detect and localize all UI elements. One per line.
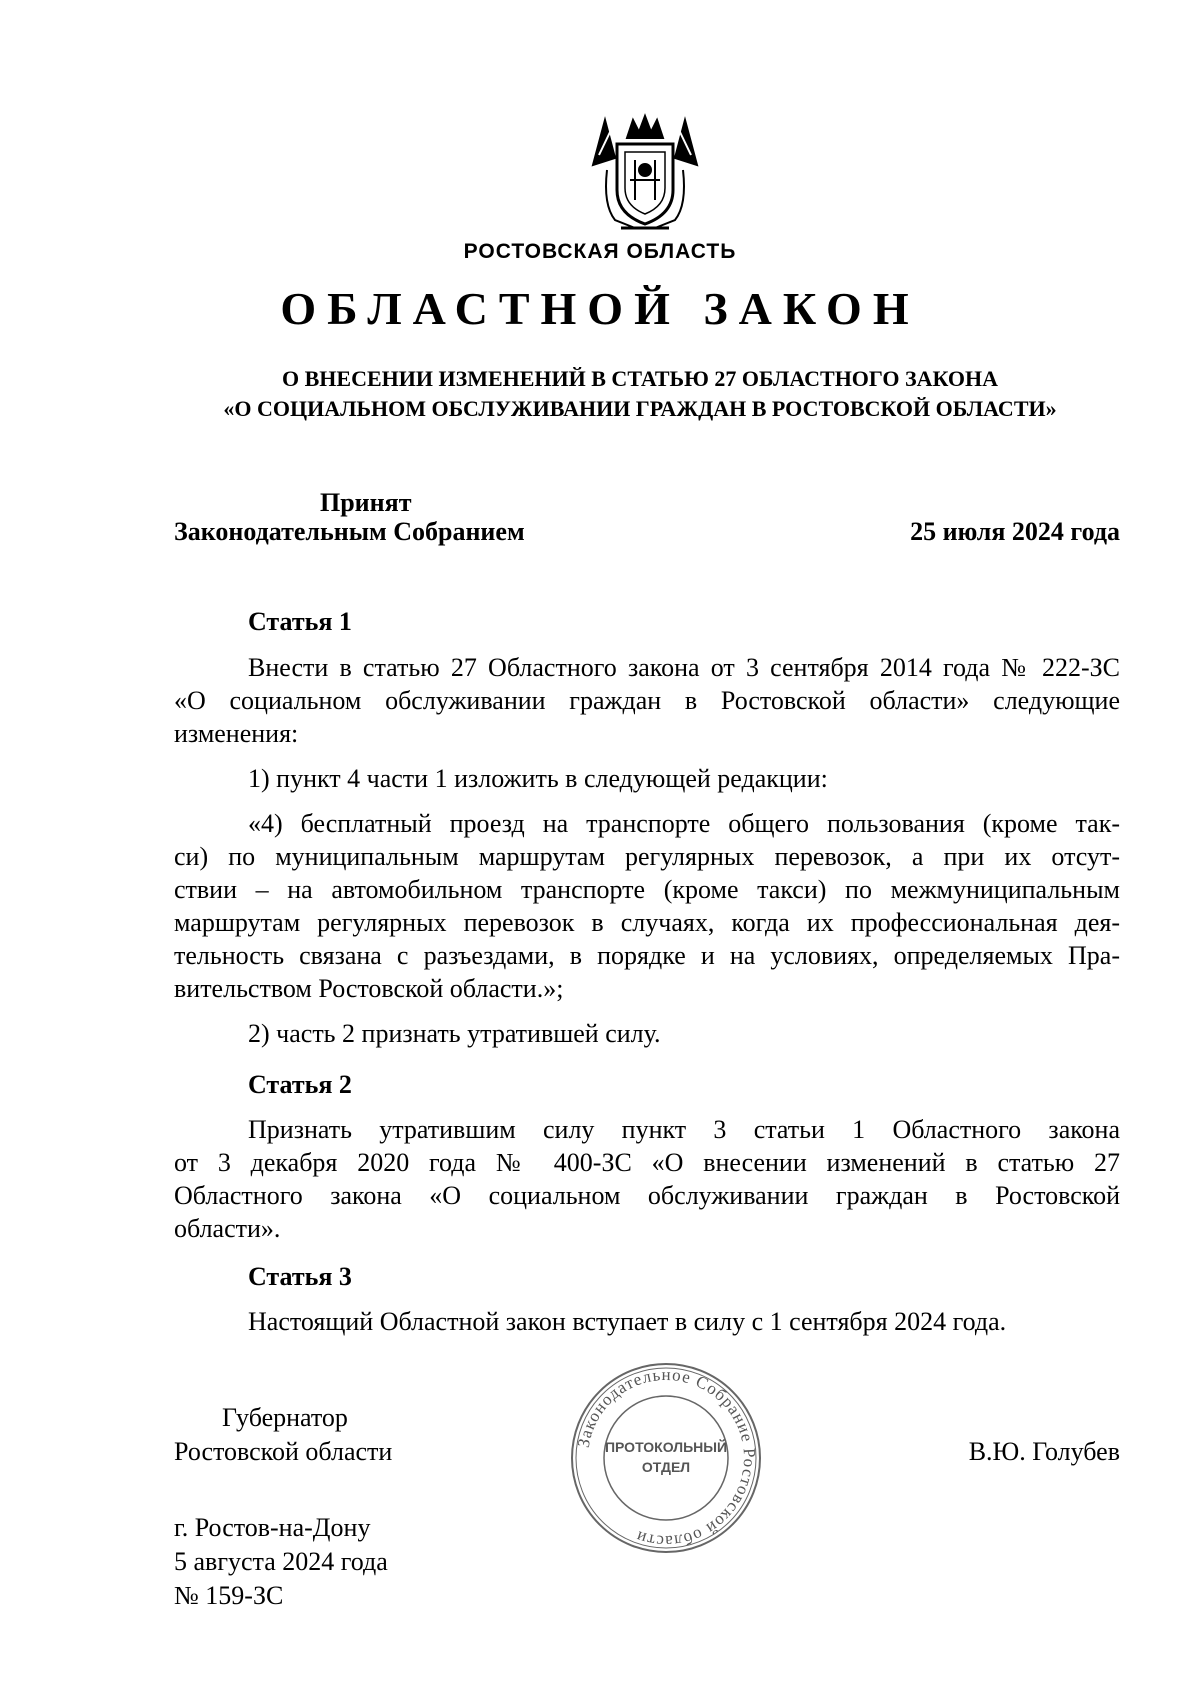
signatory-name: В.Ю. Голубев: [968, 1437, 1120, 1466]
article-1-item-2: 2) часть 2 признать утратившей силу.: [248, 1019, 661, 1048]
region-name: РОСТОВСКАЯ ОБЛАСТЬ: [463, 240, 737, 263]
article-1-quote: «4) бесплатный проезд на транспорте общего пользования (кроме так-: [248, 809, 1120, 838]
article-2-heading: Статья 2: [248, 1070, 352, 1099]
law-title-line-2: «О СОЦИАЛЬНОМ ОБСЛУЖИВАНИИ ГРАЖДАН В РОСТОВСКОЙ ОБЛАСТИ»: [223, 396, 1057, 421]
article-1-heading: Статья 1: [248, 607, 352, 636]
article-1-item-1: 1) пункт 4 части 1 изложить в следующей редакции:: [248, 764, 828, 793]
article-2-text: области».: [174, 1214, 281, 1243]
signatory-position-region: Ростовской области: [174, 1437, 393, 1466]
adoption-date: 25 июля 2024 года: [910, 517, 1120, 546]
article-2-text: Признать утратившим силу пункт 3 статьи 1 Областного закона: [248, 1115, 1120, 1144]
stamp-center-line-1: ПРОТОКОЛЬНЫЙ: [604, 1439, 728, 1455]
coat-of-arms-icon: [585, 110, 705, 235]
stamp-center-line-2: ОТДЕЛ: [641, 1459, 691, 1475]
signatory-position: Губернатор: [222, 1403, 348, 1432]
stamp-ring-text: Законодательное Собрание Ростовской области: [573, 1364, 760, 1552]
adopted-label: Принят: [320, 488, 412, 517]
article-1-quote: вительством Ростовской области.»;: [174, 974, 564, 1003]
adopted-by: Законодательным Собранием: [174, 517, 525, 546]
article-3-text: Настоящий Областной закон вступает в силу с 1 сентября 2024 года.: [248, 1307, 1007, 1336]
signing-city: г. Ростов-на-Дону: [174, 1513, 371, 1542]
article-1-text: изменения:: [174, 719, 299, 748]
signing-date: 5 августа 2024 года: [174, 1547, 388, 1576]
article-2-text: от 3 декабря 2020 года № 400-ЗС «О внесении изменений в статью 27: [174, 1148, 1120, 1177]
article-1-quote: ствии – на автомобильном транспорте (кроме такси) по межмуниципальным: [174, 875, 1120, 904]
law-number: № 159-ЗС: [174, 1581, 284, 1610]
article-3-heading: Статья 3: [248, 1262, 352, 1291]
article-1-quote: си) по муниципальным маршрутам регулярных перевозок, а при их отсут-: [174, 842, 1120, 871]
article-1-quote: тельность связана с разъездами, в порядке и на условиях, определяемых Пра-: [174, 941, 1120, 970]
article-1-text: Внести в статью 27 Областного закона от 3 сентября 2014 года № 222-ЗС: [248, 653, 1120, 682]
article-1-text: «О социальном обслуживании граждан в Ростовской области» следующие: [174, 686, 1120, 715]
law-title-line-1: О ВНЕСЕНИИ ИЗМЕНЕНИЙ В СТАТЬЮ 27 ОБЛАСТНОГО ЗАКОНА: [282, 366, 998, 391]
document-type: ОБЛАСТНОЙ ЗАКОН: [280, 283, 920, 334]
article-2-text: Областного закона «О социальном обслуживании граждан в Ростовской: [174, 1181, 1120, 1210]
official-stamp: [566, 1358, 766, 1558]
article-1-quote: маршрутам регулярных перевозок в случаях, когда их профессиональная дея-: [174, 908, 1120, 937]
